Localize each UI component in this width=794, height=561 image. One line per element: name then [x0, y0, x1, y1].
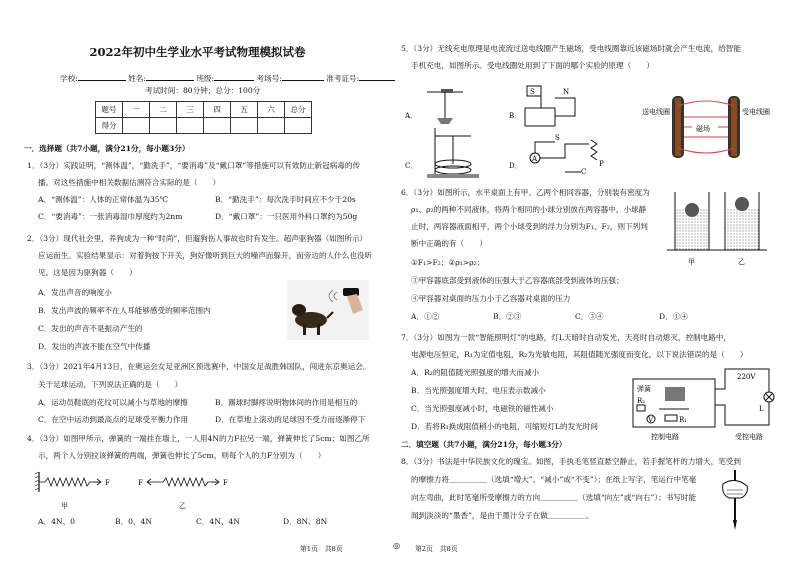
id-field[interactable] [359, 72, 395, 81]
q2-option: C．发出的声音不是振动产生的 [38, 324, 143, 333]
exam-info: 考试时间：80分钟；总分：100分 [145, 86, 261, 95]
binding-mark-icon: ◎ [393, 541, 400, 550]
score-header-cell: 总分 [285, 102, 312, 118]
q6-item: ③甲容器底部受到液体的压强大于乙容器底部受到液体的压强； [411, 276, 624, 285]
info-line [60, 72, 395, 84]
option-label-c: C． [405, 162, 418, 170]
page-footer: 第1页 共8页 [300, 545, 343, 553]
q6-line: 断中正确的有（ ） [411, 239, 487, 248]
q1-option: B．“勤洗手”：每次洗手时间应不少于20s [215, 195, 356, 204]
q4-option: A．4N、0 [38, 517, 75, 526]
q7-line: 7．（3分）如图为一款“智能照明灯”的电路，灯L天暗时自动发光，天亮时自动熄灭，控制电路中， [401, 333, 732, 342]
score-row-label: 得分 [96, 118, 123, 134]
score-cell[interactable] [258, 118, 285, 134]
score-header-cell: 题号 [96, 102, 123, 118]
voltmeter-v: V [648, 416, 654, 424]
score-header-cell: 四 [204, 102, 231, 118]
spring-figure [35, 468, 265, 514]
q1-line: 1．（3分）实践证明，“测体温”，“勤洗手”，“要消毒”及“戴口罩”等措施可以有效防止新冠病毒的传 [27, 161, 361, 170]
lamp-l: L [759, 405, 764, 413]
q3-option: D．在草地上滚动的足球因不受力而逐渐停下 [215, 415, 366, 424]
name-field[interactable] [146, 72, 194, 81]
q6-option: A．①② [411, 312, 440, 321]
q8-line: 向左弯曲，此时笔毫所受摩擦力的方向＿＿＿＿＿（选填“向左”或“向右”）；书写时能 [411, 493, 697, 502]
ctrl-circuit-label: 控制电路 [651, 433, 679, 441]
magnet-s: S [530, 88, 535, 96]
smart-lamp-circuit [629, 365, 779, 441]
score-cell[interactable] [204, 118, 231, 134]
q8-line: 8．（3分）书法是中华民族文化的瑰宝。如图，手执毛笔竖直悬空静止，若手握笔杆的力增大，笔受到 [401, 457, 741, 466]
score-header-cell: 六 [258, 102, 285, 118]
q6-item: ④甲容器对桌面的压力小于乙容器对桌面的压力 [411, 294, 571, 303]
recv-coil-label: 受电线圈 [742, 108, 770, 116]
p-label: P [599, 160, 604, 168]
q3-option: A．运动员鞋底的花纹可以减小与草地的摩擦 [38, 398, 188, 407]
q7-option: A．R₂的阻值随光照强度的增大而减小 [411, 368, 540, 377]
q3-option: B．踢球时脚疼说明物体间的作用是相互的 [215, 398, 358, 407]
score-cell[interactable] [177, 118, 204, 134]
r1-label: R₁ [679, 416, 688, 424]
send-coil-label: 送电线圈 [642, 108, 670, 116]
school-field[interactable] [78, 72, 126, 81]
q7-option: B．当光照强度增大时，电压表示数减小 [411, 386, 546, 395]
q1-option: A．“测体温”：人体的正常体温为35℃ [38, 195, 169, 204]
q6-option: D．①④ [659, 312, 688, 321]
score-table-header [96, 102, 312, 118]
fig-label-yi: 乙 [738, 258, 745, 266]
room-field[interactable] [282, 72, 324, 81]
score-table [95, 101, 312, 134]
r2-label: R₂ [637, 397, 646, 405]
score-header-cell: 五 [231, 102, 258, 118]
q8-line: 的摩擦力将＿＿＿＿＿（选填“增大”、“减小”或“不变”）；在纸上写字，笔运行中笔毫 [411, 475, 697, 484]
switch-s: S [555, 134, 560, 142]
exam-title: 2022年初中生学业水平考试物理模拟试卷 [89, 45, 306, 59]
q2-line: 2．（3分）现代社会里，养狗成为一种“时尚”，但遛狗伤人事故也时有发生。超声驱狗器（如图所示） [27, 234, 368, 243]
c-label: C [581, 168, 587, 176]
fig-label-jia: 甲 [688, 258, 695, 266]
field-label: 磁场 [696, 125, 710, 133]
q3-line: 3．（3分）2021年4月13日，在奥运会女足亚洲区预选赛中，中国女足战胜韩国队，闯进东京奥运会。 [27, 362, 371, 371]
containers-figure [667, 188, 767, 268]
q4-option: D．8N、8N [283, 517, 328, 526]
q5-line: 5．（3分）无线充电原理是电流流过送电线圈产生磁场，受电线圈靠近该磁场时就会产生电流，给智能 [401, 44, 741, 53]
hand-brush-figure [715, 470, 755, 530]
right-page [397, 0, 794, 561]
fig-label-yi: 乙 [179, 502, 186, 510]
fig-label-jia: 甲 [61, 502, 68, 510]
class-label: 班级: [196, 74, 215, 83]
wireless-charging-figure [642, 92, 772, 162]
option-label-d: D． [509, 162, 522, 170]
school-label: 学校: [60, 74, 78, 83]
score-header-cell: 三 [177, 102, 204, 118]
q8-line: 闻到淡淡的“墨香”，是由于墨汁分子在做＿＿＿＿＿。 [411, 511, 594, 520]
section-1-heading: 一．选择题（共7小题，满分21分，每小题3分） [24, 144, 190, 153]
q6-line: 6．（3分）如图所示，水平桌面上有甲、乙两个相同容器，分别装有密度为 [401, 188, 650, 197]
v220-label: 220V [737, 373, 756, 381]
q4-line: 4．（3分）如图甲所示，弹簧的一端挂在墙上，一人用4N的力F拉另一端，弹簧伸长了5cm；如图乙所 [27, 434, 370, 443]
q3-option: C．在空中运动到最高点的足球受平衡力作用 [38, 415, 189, 424]
q2-option: D．发出的声波不能在空气中传播 [38, 342, 151, 351]
q7-option: D．若将R₁换成阻值稍小的电阻，可缩短灯L的发光时间 [411, 422, 598, 431]
q6-option: B．②③ [493, 312, 522, 321]
q5-line: 手机充电，如图所示。受电线圈处用到了下面的哪个实验的原理（ ） [411, 61, 654, 70]
q7-option: C．当光照强度减小时，电磁铁的磁性减小 [411, 404, 554, 413]
score-cell[interactable] [150, 118, 177, 134]
q2-option: B．发出声波的频率不在人耳能够感受的频率范围内 [38, 306, 211, 315]
work-circuit-label: 受控电路 [735, 433, 763, 441]
magnet-n: N [563, 88, 570, 96]
q6-line: ρ₁、ρ₂的两种不同液体，将两个相同的小球分别放在两容器中，小球静 [411, 205, 647, 214]
dog-repeller-photo [287, 280, 369, 340]
spring-label: 弹簧 [637, 385, 651, 393]
q4-line: 示，两个人分别拉该弹簧的两端，弹簧也伸长了5cm，则每个人的力F分别为（ ） [38, 451, 326, 460]
q6-item: ①F₁>F₂；②ρ₁>ρ₂； [411, 258, 485, 267]
q7-line: 电源电压恒定，R₁为定值电阻，R₂为光敏电阻，其阻值随光强度而变化，以下说法错误的是（ ） [411, 350, 748, 359]
left-page [0, 0, 395, 561]
name-label: 姓名: [128, 74, 146, 83]
id-label: 准考证号: [326, 74, 360, 83]
q2-option: A．发出声音的响度小 [38, 288, 112, 297]
score-cell[interactable] [231, 118, 258, 134]
q5-option-figures [405, 78, 630, 183]
section-2-heading: 二．填空题（共7小题，满分21分，每小题3分） [401, 440, 567, 449]
q1-option: D．“戴口罩”：一只医用外科口罩约为50g [215, 212, 358, 221]
force-label-f: F [105, 479, 110, 487]
q6-line: 止时，两容器液面相平，两个小球受到的浮力分别为F₁、F₂，则下列判 [411, 222, 648, 231]
q4-option: C．4N、4N [196, 517, 240, 526]
score-table-row [96, 118, 312, 134]
option-label-b: B． [509, 112, 522, 120]
q1-line: 播。对这些措施中相关数据估测符合实际的是（ ） [38, 178, 221, 187]
q2-line: 见。这是因为驱狗器（ ） [38, 268, 137, 277]
ammeter-a: A [532, 155, 538, 163]
score-cell[interactable] [123, 118, 150, 134]
force-label-f: F [138, 479, 143, 487]
q6-option: C．③④ [575, 312, 604, 321]
page-footer: 第2页 共8页 [415, 545, 458, 553]
score-header-cell: 一 [123, 102, 150, 118]
score-cell[interactable] [285, 118, 312, 134]
option-label-a: A． [405, 112, 418, 120]
score-header-cell: 二 [150, 102, 177, 118]
q4-option: B．0、4N [115, 517, 153, 526]
q1-option: C．“要消毒”：一张消毒湿巾厚度约为2nm [38, 212, 183, 221]
class-field[interactable] [214, 72, 254, 81]
room-label: 考场号: [256, 74, 282, 83]
q2-line: 应运而生。实验结果显示：对着狗按下开关，狗好像听到巨大的噪声而躲开，而旁边的人什么也没听 [38, 251, 373, 260]
force-label-f: F [223, 479, 228, 487]
q3-line: 关于足球运动，下列说法正确的是（ ） [38, 380, 183, 389]
